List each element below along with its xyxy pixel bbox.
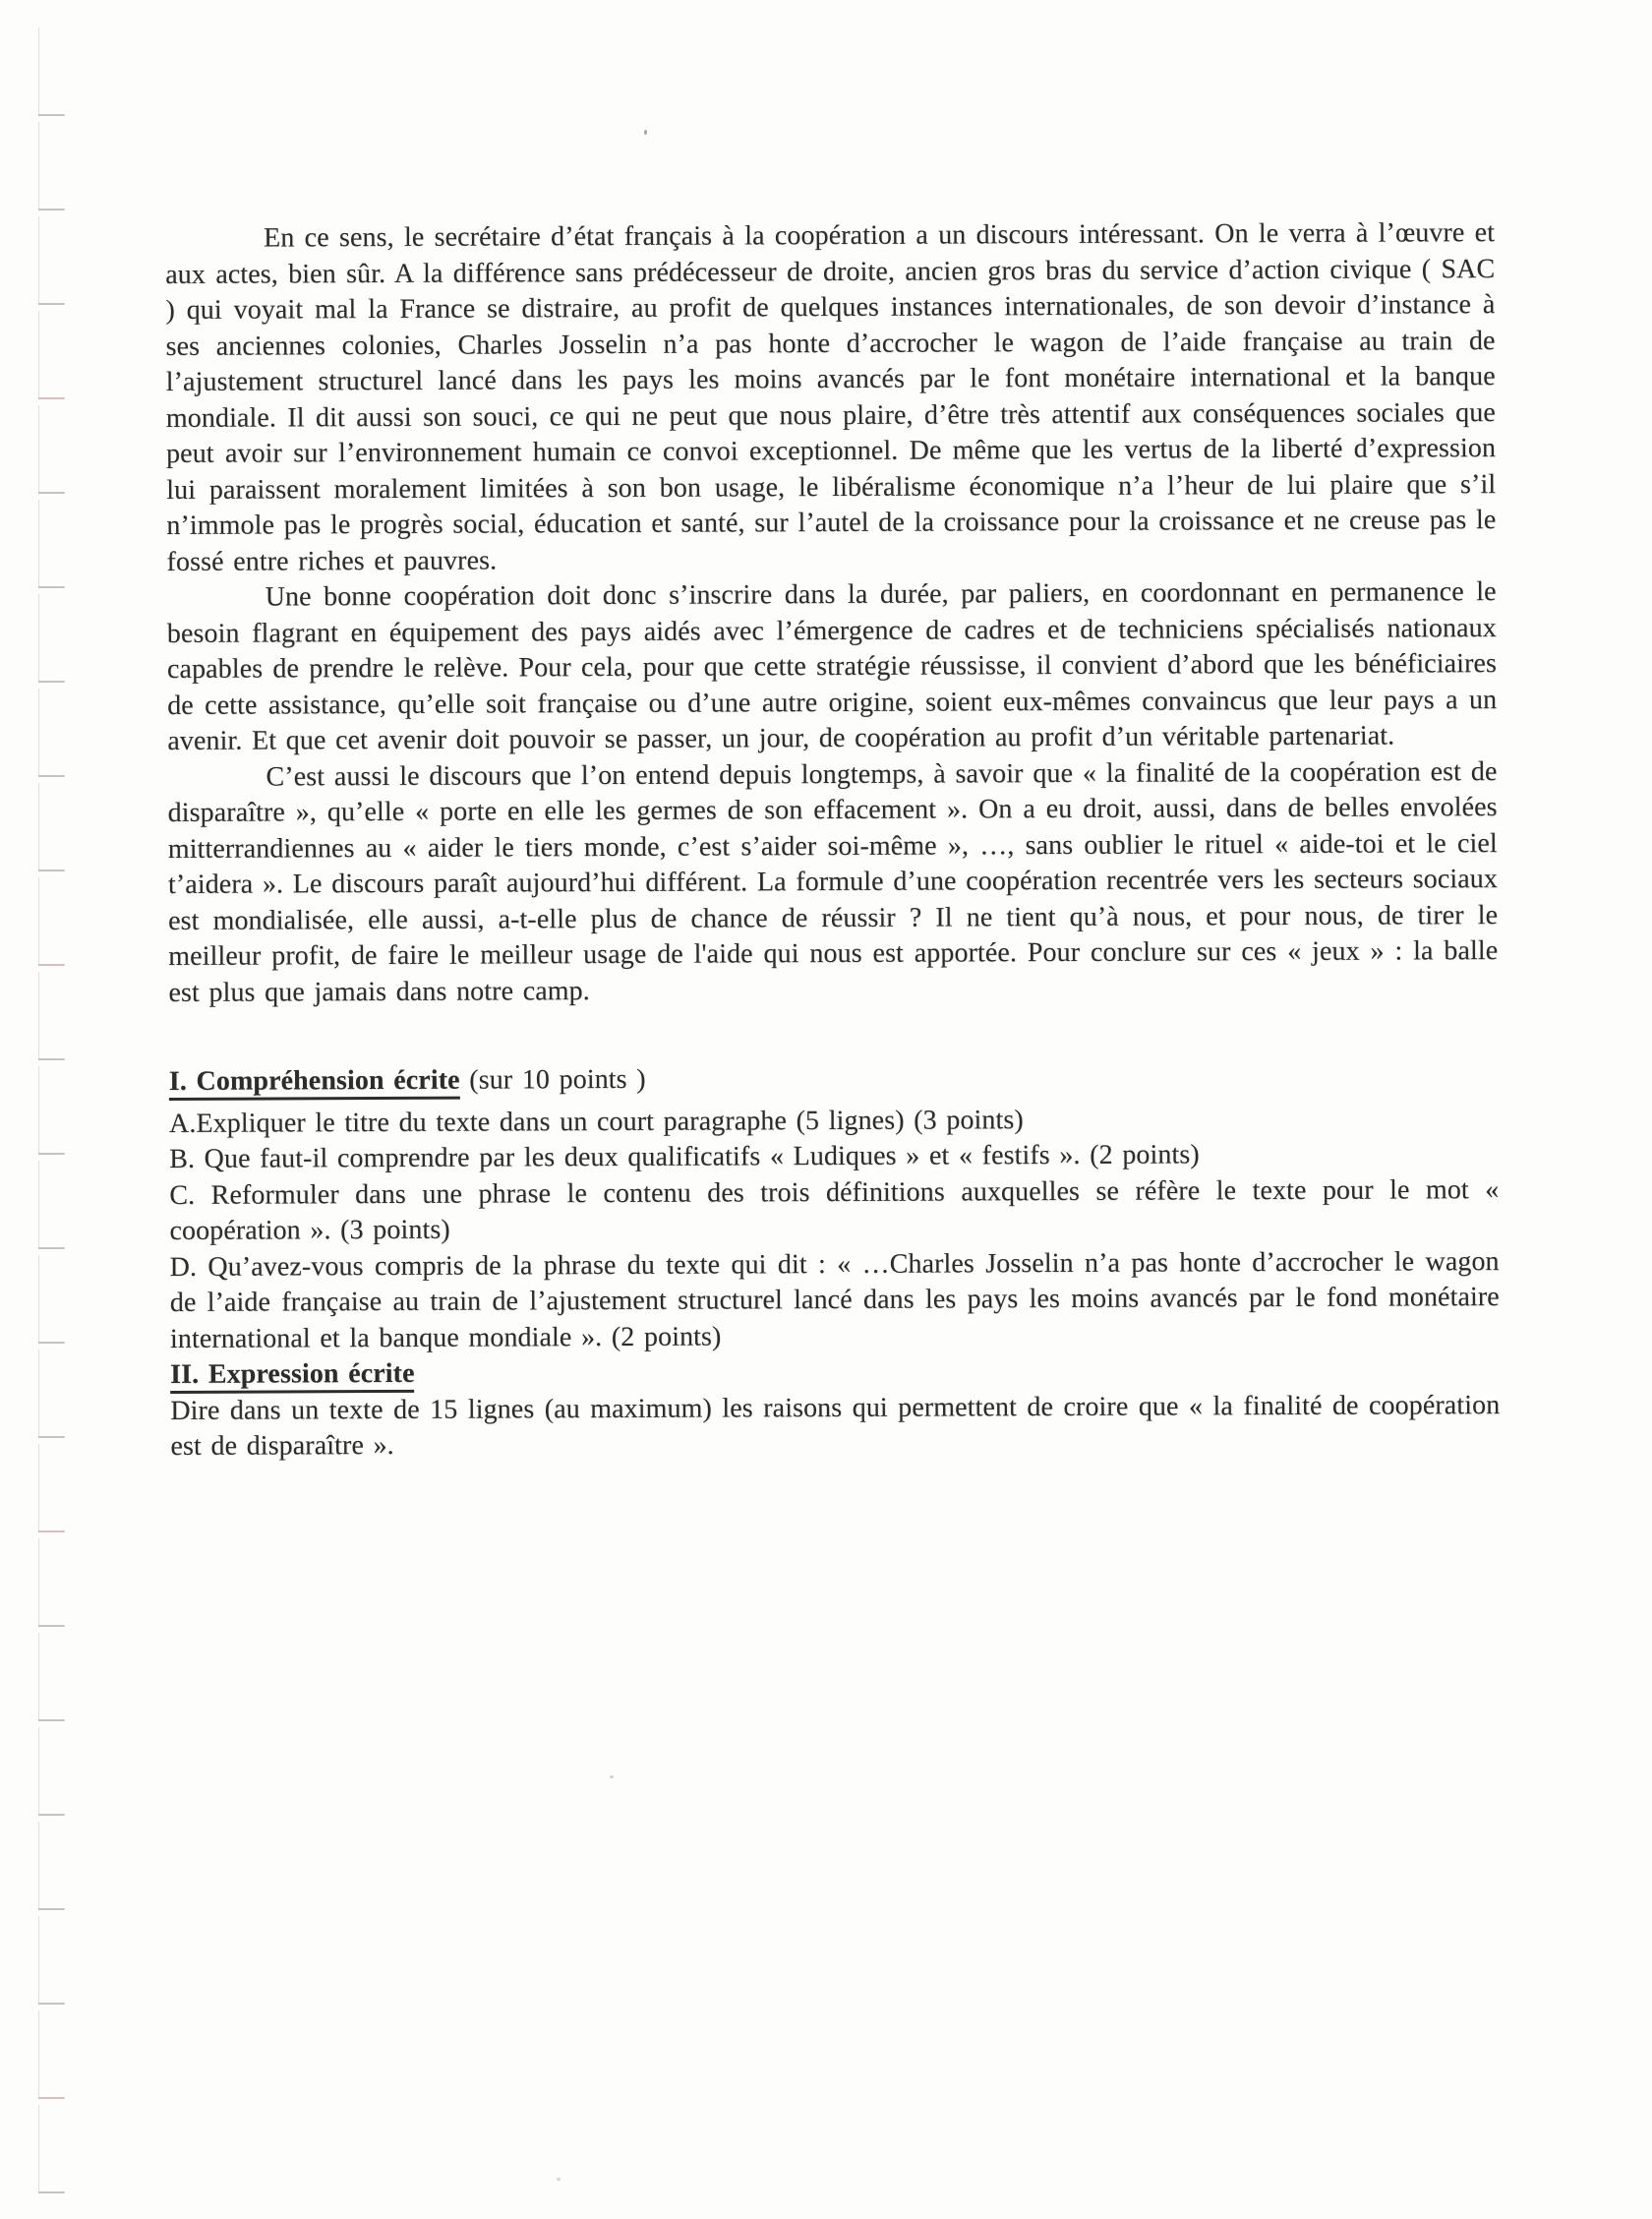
binding-mark: [38, 1538, 66, 1627]
binding-mark: [38, 689, 66, 777]
section-comprehension-heading-row: [169, 1058, 1499, 1100]
binding-mark: [38, 311, 66, 399]
binding-mark: [38, 1444, 66, 1532]
paragraph-3: C’est aussi le discours que l’on entend depuis longtemps, à savoir que « la finalité de la coopération est de disparaître », qu’elle « porte en elle les germes de son effacement ». On a eu droit, aussi, dans de belles envolées mitterrandiennes au « aider le tiers monde, c’est s’aider soi-même », …, sans oublier le rituel « aide-toi et le ciel t’aidera ». Le discours paraît aujourd’hui différent. La formule d’une coopération recentrée vers les secteurs sociaux est mondialisée, elle aussi, a-t-elle plus de chance de réussir ? Il ne tient qu’à nous, et pour nous, de tirer le meilleur profit, de faire le meilleur usage de l'aide qui nous est apportée. Pour conclure sur ces « jeux » : la balle est plus que jamais dans notre camp.: [167, 755, 1499, 1008]
binding-mark: [38, 1349, 66, 1438]
scan-speck: [610, 1775, 614, 1778]
binding-mark: [38, 1822, 66, 1910]
binding-mark: [38, 1255, 66, 1344]
scan-speck: [557, 2178, 560, 2181]
section-comprehension-heading: I. Compréhension écrite: [169, 1065, 460, 1101]
document-content: [165, 215, 1501, 1465]
binding-mark: [38, 1633, 66, 1721]
binding-mark: [38, 28, 66, 116]
binding-mark: [38, 1161, 66, 1249]
binding-mark: [38, 1916, 66, 2005]
expression-instruction: Dire dans un texte de 15 lignes (au maximum) les raisons qui permettent de croire que « la finalité de coopération est de disparaître ».: [170, 1389, 1501, 1462]
question-c: C. Reformuler dans une phrase le contenu des trois définitions auxquelles se réfère le texte pour le mot « coopération ». (3 points): [169, 1173, 1500, 1246]
section-expression-heading: II. Expression écrite: [170, 1358, 415, 1394]
binding-mark: [38, 122, 66, 210]
binding-mark: [38, 2105, 66, 2193]
question-a: A.Expliquer le titre du texte dans un court paragraphe (5 lignes) (3 points): [168, 1104, 1024, 1139]
binding-mark: [38, 783, 66, 871]
scan-speck: [644, 130, 647, 135]
paragraph-1: En ce sens, le secrétaire d’état français à la coopération a un discours intéressant. On le verra à l’œuvre et aux actes, bien sûr. A la différence sans prédécesseur de droite, ancien gros bras du service d’action civique ( SAC ) qui voyait mal la France se distraire, au profit de quelques instances internationales, de son devoir d’instance à ses anciennes colonies, Charles Josselin n’a pas honte d’accrocher le wagon de l’aide française au train de l’ajustement structurel lancé dans les pays les moins avancés par le font monétaire international et la banque mondiale. Il dit aussi son souci, ce qui ne peut que nous plaire, d’être très attentif aux conséquences sociales que peut avoir sur l’environnement humain ce convoi exceptionnel. De même que les vertus de la liberté d’expression lui paraissent moralement limitées à son bon usage, le libéralisme économique n’a l’heur de lui plaire que s’il n’immole pas le progrès social, éducation et santé, sur l’autel de la croissance pour la croissance et ne creuse pas le fossé entre riches et pauvres.: [165, 217, 1497, 577]
binding-mark: [38, 405, 66, 494]
binding-mark: [38, 216, 66, 305]
binding-mark: [38, 1066, 66, 1155]
section-comprehension-points: (sur 10 points ): [459, 1063, 646, 1096]
binding-mark: [38, 1727, 66, 1816]
binding-mark: [38, 877, 66, 966]
binding-mark: [38, 594, 66, 683]
section-expression-heading-row: [170, 1351, 1500, 1393]
paragraph-2: Une bonne coopération doit donc s’inscrire dans la durée, par paliers, en coordonnant en permanence le besoin flagrant en équipement des pays aidés avec l’émergence de cadres et de techniciens spécialisés nationaux capables de prendre le relève. Pour cela, pour que cette stratégie réussisse, il convient d’abord que les bénéficiaires de cette assistance, qu’elle soit française ou d’une autre origine, soient eux-mêmes convaincus que leur pays a un avenir. Et que cet avenir doit pouvoir se passer, un jour, de coopération au profit d’un véritable partenariat.: [166, 576, 1498, 756]
binding-mark: [38, 972, 66, 1060]
question-d: D. Qu’avez-vous compris de la phrase du texte qui dit : « …Charles Josselin n’a pas honte d’accrocher le wagon de l’aide française au train de l’ajustement structurel lancé dans les pays les moins avancés par le fond monétaire international et la banque mondiale ». (2 points): [169, 1245, 1500, 1354]
question-b: B. Que faut-il comprendre par les deux qualificatifs « Ludiques » et « festifs ». (2 points): [169, 1139, 1200, 1174]
binding-mark: [38, 500, 66, 588]
binding-marks: [0, 0, 108, 2219]
binding-mark: [38, 2010, 66, 2099]
